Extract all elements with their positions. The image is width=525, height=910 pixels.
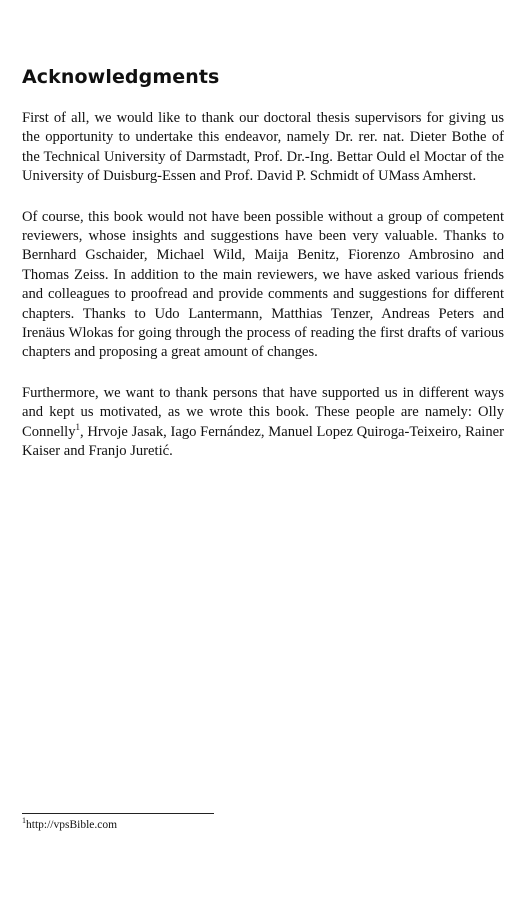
- footnote: [22, 818, 117, 832]
- footnote-marker: 1: [22, 816, 26, 826]
- paragraph-supporters-text-end: , Hrvoje Jasak, Iago Fernández, Manuel Lopez Quiroga-Teixeiro, Rainer Kaiser and Franjo Juretić.: [22, 423, 504, 460]
- paragraph-supporters-text-start: Furthermore, we want to thank persons that have supported us in different ways and kept us motivated, as we wrote this book. These people are namely: Olly Connelly: [22, 384, 504, 440]
- paragraph-supporters: [22, 384, 504, 462]
- body-text: [22, 109, 504, 483]
- footnote-divider: [22, 813, 214, 814]
- paragraph-reviewers: Of course, this book would not have been possible without a group of competent reviewers, whose insights and suggestions have been very valuable. Thanks to Bernhard Gschaider, Michael Wild, Maija Benitz, Fiorenzo Ambrosino and Thomas Zeiss. In addition to the main reviewers, we have asked various friends and colleagues to proofread and provide comments and suggestions for different chapters. Thanks to Udo Lantermann, Matthias Tenzer, Andreas Peters and Irenäus Wlokas for going through the process of reading the first drafts of various chapters and proposing a great amount of changes.: [22, 208, 504, 361]
- footnote-link: http://vpsBible.com: [26, 819, 118, 831]
- footnote-reference: 1: [75, 421, 81, 432]
- paragraph-supervisors: First of all, we would like to thank our doctoral thesis supervisors for giving us the opportunity to undertake this endeavor, namely Dr. rer. nat. Dieter Bothe of the Technical University of Darmstadt, Prof. Dr.-Ing. Bettar Ould el Moctar of the University of Duisburg-Essen and Prof. David P. Schmidt of UMass Amherst.: [22, 110, 504, 185]
- section-heading: Acknowledgments: [22, 66, 220, 88]
